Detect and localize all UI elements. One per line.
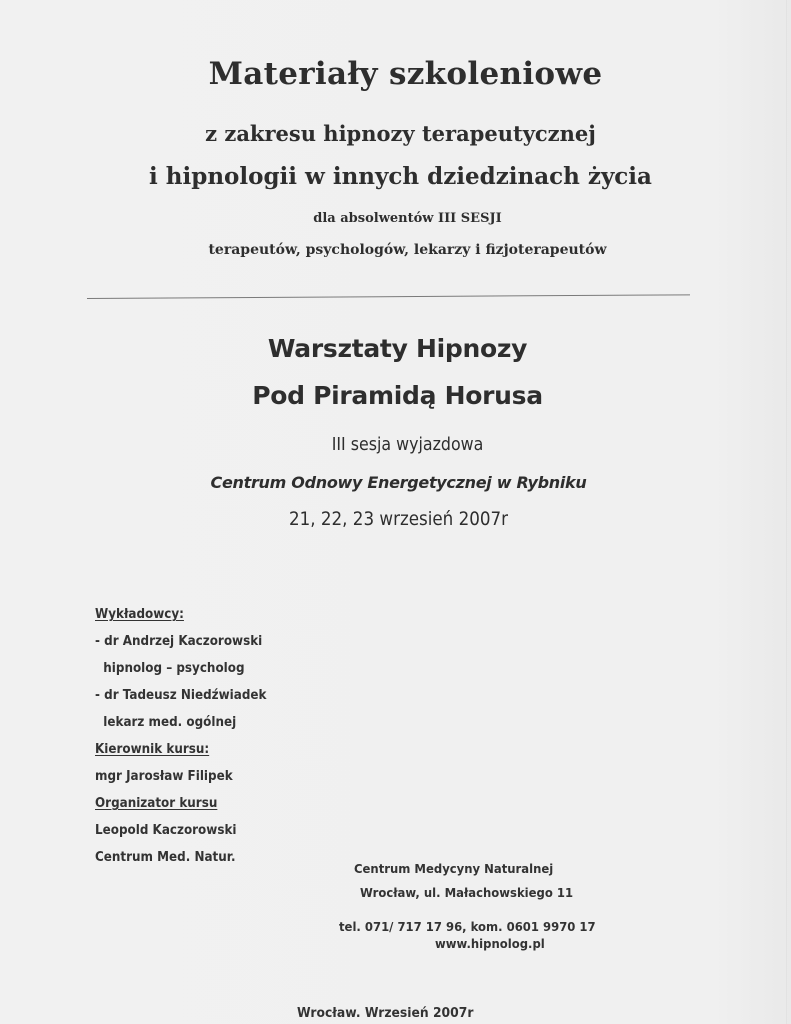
contact-org: Centrum Medycyny Naturalnej [354, 861, 554, 876]
organizer-name: Leopold Kaczorowski [95, 823, 237, 838]
contact-address: Wrocław, ul. Małachowskiego 11 [360, 885, 574, 900]
lecturer-role: hipnolog – psycholog [103, 661, 245, 676]
document-subtitle-line2: i hipnologii w innych dziedzinach życia [149, 163, 652, 190]
workshop-name-line2: Pod Piramidą Horusa [252, 381, 543, 410]
lecturer-name: - dr Tadeusz Niedźwiadek [95, 688, 267, 703]
horizontal-divider [87, 294, 690, 299]
director-heading: Kierownik kursu: [95, 742, 210, 757]
venue-label: Centrum Odnowy Energetycznej w Rybniku [210, 473, 587, 492]
dates-label: 21, 22, 23 wrzesień 2007r [288, 508, 508, 530]
organizer-heading: Organizator kursu [95, 796, 218, 811]
audience-line1: dla absolwentów III SESJI [313, 211, 502, 226]
contact-phone: tel. 071/ 717 17 96, kom. 0601 9970 17 [339, 919, 596, 934]
document-title: Materiały szkoleniowe [208, 56, 603, 92]
contact-website: www.hipnolog.pl [435, 936, 545, 951]
session-label: III sesja wyjazdowa [331, 434, 484, 455]
lecturer-name: - dr Andrzej Kaczorowski [95, 634, 263, 649]
director-name: mgr Jarosław Filipek [95, 769, 233, 784]
lecturer-role: lekarz med. ogólnej [103, 715, 237, 730]
page-edge [786, 0, 787, 1024]
document-subtitle-line1: z zakresu hipnozy terapeutycznej [205, 121, 596, 146]
organizer-org: Centrum Med. Natur. [95, 850, 236, 865]
staff-list [95, 601, 266, 871]
lecturers-heading: Wykładowcy: [95, 607, 184, 622]
footer-place-date: Wrocław. Wrzesień 2007r [297, 1006, 474, 1021]
workshop-name-line1: Warsztaty Hipnozy [267, 334, 528, 363]
audience-line2: terapeutów, psychologów, lekarzy i fizjoterapeutów [208, 242, 607, 258]
